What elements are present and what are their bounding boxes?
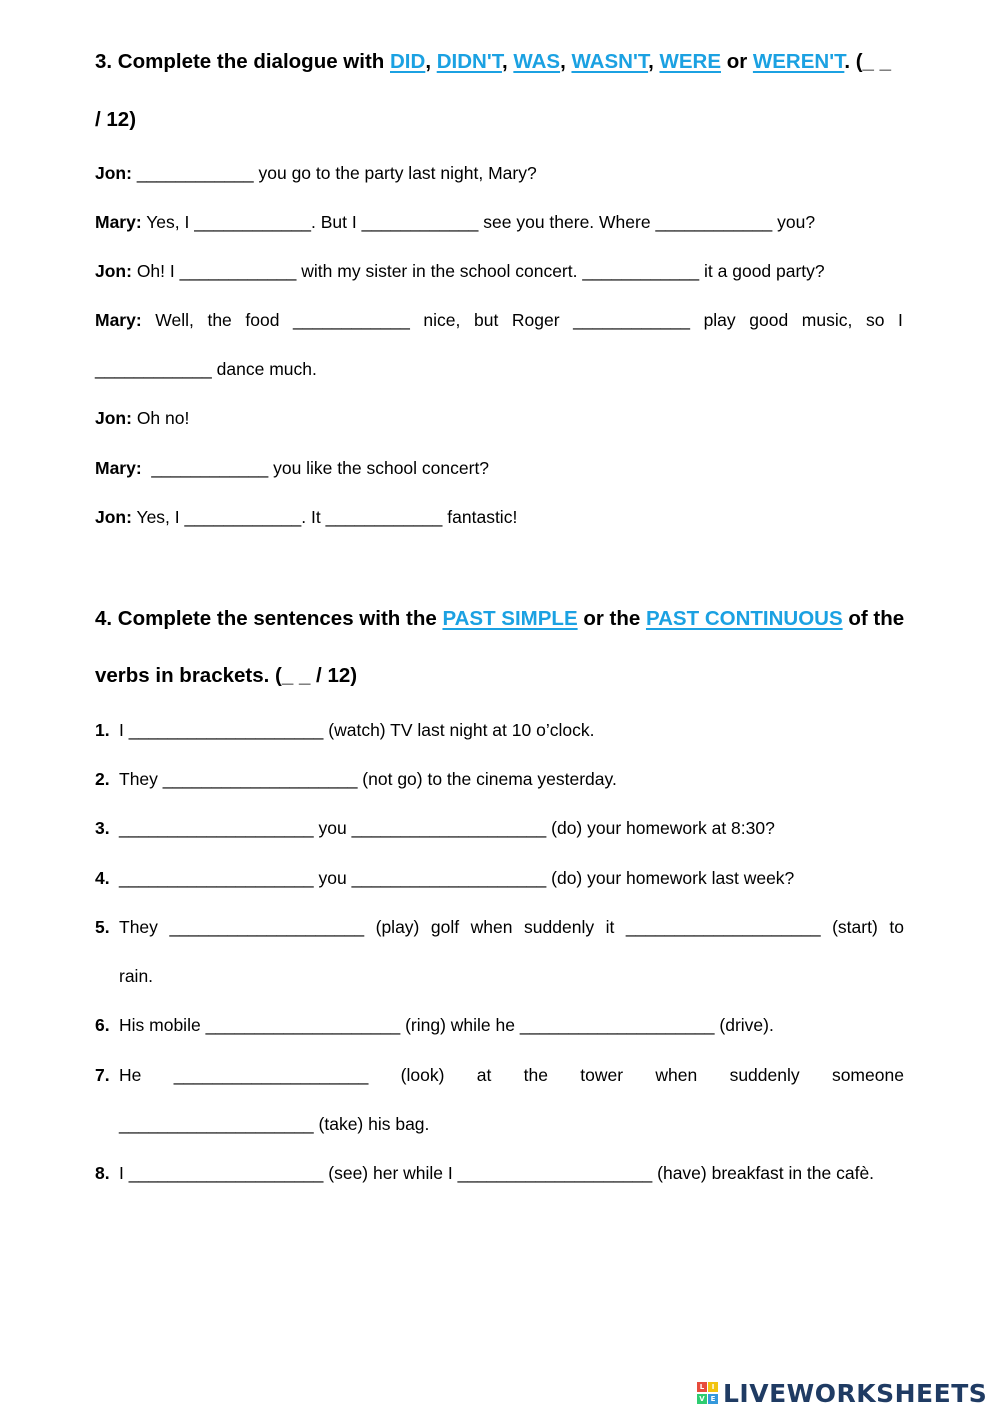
logo-cube: V [697,1394,707,1404]
dialogue-line-7 [95,507,517,528]
logo-text: LIVEWORKSHEETS [723,1378,988,1408]
keyword-didnt: DIDN'T [436,50,502,73]
logo-cubes-icon [697,1379,721,1407]
text: fantastic! [442,507,518,527]
word: food [245,310,280,330]
word: I [898,310,903,330]
text: His mobile [119,1015,206,1035]
exercise-3-score: / 12) [95,108,137,131]
answer-blank[interactable]: ____________ [194,212,312,232]
word: music, [801,310,853,330]
answer-blank[interactable]: ____________ [151,458,269,478]
heading-text: 4. Complete the sentences with the [95,607,443,630]
answer-blank[interactable]: ____________________ [351,868,547,888]
text: you go to the party last night, Mary? [253,163,537,183]
word: the [523,1065,548,1085]
exercise-4-heading [95,607,904,631]
word: when [470,917,513,937]
sentence-2 [119,769,617,790]
text: Oh! I [131,261,180,281]
answer-blank[interactable]: ____________ [361,212,479,232]
keyword-was: WAS [513,50,561,73]
text: (see) her while I [323,1163,458,1183]
text: (do) your homework last week? [546,868,795,888]
word: good [749,310,789,330]
text: see you there. Where [478,212,656,232]
text: (not go) to the cinema yesterday. [357,769,617,789]
answer-blank[interactable]: ____________________ [351,818,547,838]
comma: , [501,50,508,73]
word: golf [430,917,460,937]
item-number: 8. [95,1163,110,1183]
speaker-label: Mary: [95,310,142,330]
answer-blank[interactable]: ____________________ [128,720,324,740]
sentence-7-cont [119,1114,429,1135]
keyword-past-simple: PAST SIMPLE [442,607,578,630]
text: . But I [311,212,362,232]
heading-text: of the [842,607,905,630]
item-number: 6. [95,1015,110,1035]
sentence-7 [119,1065,904,1086]
answer-blank[interactable]: ____________ [95,359,212,379]
exercise-3-heading [95,50,891,74]
item-number: 7. [95,1065,110,1085]
word: but [473,310,499,330]
word: to [889,917,904,937]
text: (take) his bag. [313,1114,430,1134]
text: it a good party? [699,261,825,281]
item-number: 3. [95,818,110,838]
keyword-were: WERE [659,50,721,73]
keyword-wasnt: WASN'T [571,50,649,73]
speaker-label: Jon: [95,507,132,527]
text: Oh no! [131,408,190,428]
word: at [476,1065,492,1085]
item-number: 5. [95,917,110,937]
dialogue-line-2 [95,212,815,233]
answer-blank[interactable]: ____________ [582,261,700,281]
text: I [119,1163,129,1183]
answer-blank[interactable]: ____________ [293,310,410,330]
speaker-label: Jon: [95,261,132,281]
word: when [655,1065,698,1085]
answer-blank[interactable]: ____________ [655,212,773,232]
logo-cube: E [708,1394,718,1404]
text: Yes, I [131,507,185,527]
speaker-label: Jon: [95,408,132,428]
word: someone [831,1065,904,1085]
text: They [119,769,163,789]
word: (start) [832,917,878,937]
item-number: 4. [95,868,110,888]
text: you [313,868,352,888]
word: They [119,917,158,937]
comma: , [425,50,432,73]
word: Roger [511,310,560,330]
dialogue-line-5 [95,408,189,429]
text: dance much. [211,359,317,379]
word: tower [580,1065,624,1085]
comma: , [648,50,654,73]
text [142,458,152,478]
sentence-8 [119,1163,874,1184]
comma: , [560,50,566,73]
answer-blank[interactable]: ____________ [184,507,302,527]
answer-blank[interactable]: ____________________ [173,1065,369,1085]
sentence-4 [119,868,794,889]
answer-blank[interactable]: ____________________ [625,917,821,937]
text: with my sister in the school concert. [296,261,583,281]
answer-blank[interactable]: ____________________ [119,1114,314,1134]
dialogue-line-4 [95,310,903,331]
or-text: or [721,50,753,73]
keyword-werent: WEREN'T [752,50,845,73]
item-number: 2. [95,769,110,789]
dialogue-line-4-cont [95,359,317,380]
speaker-label: Jon: [95,163,132,183]
text: (have) breakfast in the cafè. [652,1163,875,1183]
keyword-past-continuous: PAST CONTINUOUS [645,607,843,630]
answer-blank[interactable]: ____________________ [162,769,358,789]
answer-blank[interactable]: ____________ [136,163,254,183]
answer-blank[interactable]: ____________________ [119,868,314,888]
logo-cube: L [697,1382,707,1392]
keyword-did: DID [390,50,426,73]
answer-blank[interactable]: ____________________ [128,1163,324,1183]
speaker-label: Mary: [95,212,142,232]
text: (watch) TV last night at 10 o’clock. [323,720,595,740]
dialogue-line-6 [95,458,489,479]
answer-blank[interactable]: ____________ [325,507,443,527]
speaker-label: Mary: [95,458,142,478]
heading-text: or the [577,607,646,630]
word: nice, [423,310,461,330]
sentence-3 [119,818,775,839]
answer-blank[interactable]: ____________________ [119,818,314,838]
dialogue-line-1 [95,163,537,184]
answer-blank[interactable]: ____________________ [205,1015,401,1035]
answer-blank[interactable]: ____________ [179,261,297,281]
answer-blank[interactable]: ____________ [573,310,690,330]
sentence-6 [119,1015,774,1036]
word: suddenly [524,917,595,937]
sentence-5-cont: rain. [119,966,154,986]
item-number: 1. [95,720,110,740]
answer-blank[interactable]: ____________________ [457,1163,653,1183]
word: play [703,310,736,330]
answer-blank[interactable]: ____________________ [519,1015,715,1035]
sentence-1 [119,720,594,741]
text: (drive). [714,1015,774,1035]
exercise-4-heading-line-2: verbs in brackets. (_ _ / 12) [95,664,358,687]
word: Well, [155,310,194,330]
text: I [119,720,129,740]
score-start: . (_ _ [844,50,892,73]
text: you? [772,212,816,232]
text: you like the school concert? [268,458,490,478]
word: so [865,310,885,330]
word: (look) [400,1065,445,1085]
text: Yes, I [141,212,195,232]
word: (play) [375,917,420,937]
word: suddenly [729,1065,800,1085]
text: you [313,818,352,838]
dialogue-line-3 [95,261,825,282]
sentence-5 [119,917,904,938]
text: (ring) while he [400,1015,520,1035]
answer-blank[interactable]: ____________________ [169,917,365,937]
text: . It [301,507,326,527]
heading-text: 3. Complete the dialogue with [95,50,390,73]
word: He [119,1065,142,1085]
word: it [605,917,615,937]
liveworksheets-logo [697,1376,987,1410]
text: (do) your homework at 8:30? [546,818,775,838]
logo-cube: I [708,1382,718,1392]
word: the [207,310,232,330]
